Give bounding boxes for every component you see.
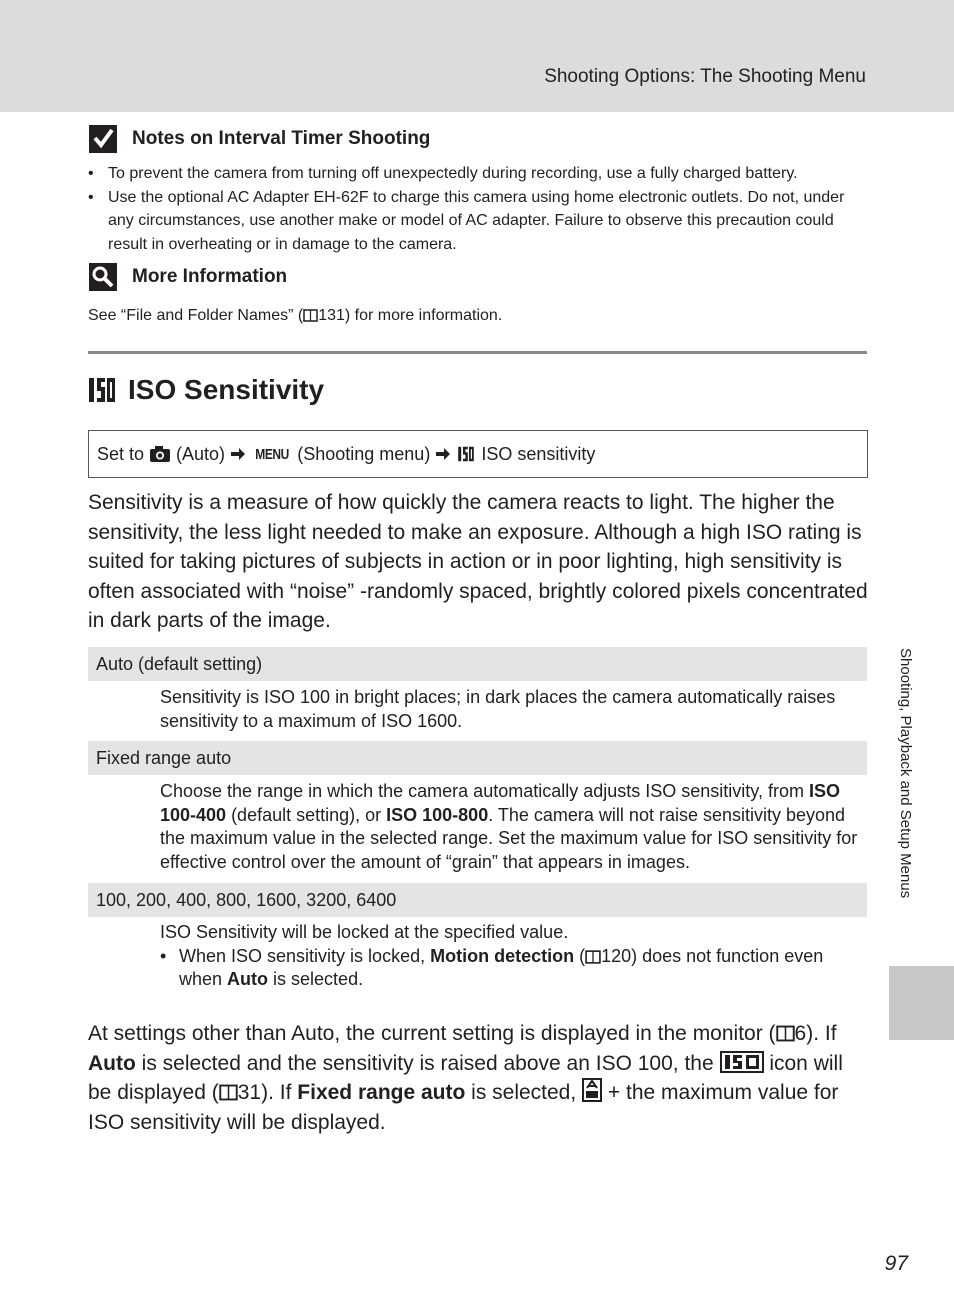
arrow-right-icon bbox=[230, 447, 246, 461]
option-desc-fixed-range bbox=[160, 780, 860, 874]
book-reference-icon bbox=[303, 308, 318, 323]
desc-bold: ISO 100-400 bbox=[160, 781, 840, 825]
path-shooting-menu: (Shooting menu) bbox=[297, 443, 431, 464]
option-label: Auto (default setting) bbox=[96, 653, 263, 674]
closing-text: At settings other than Auto, the current setting is displayed in the monitor ( bbox=[88, 1022, 776, 1045]
option-bullets bbox=[160, 945, 860, 992]
menu-symbol: MENU bbox=[255, 445, 290, 463]
list-item: • Use the optional AC Adapter EH-62F to charge this camera using home electronic outlets. Do not, under any circumstances, use another make or model of AC adapter. Failure to observe this precaution could result in overheating or in damage to the camera. bbox=[88, 186, 868, 257]
desc-text: Choose the range in which the camera automatically adjusts ISO sensitivity, from bbox=[160, 781, 809, 801]
more-info-title: More Information bbox=[132, 266, 288, 287]
path-set-to: Set to bbox=[97, 443, 145, 464]
desc-text: When ISO sensitivity is locked, bbox=[179, 945, 431, 966]
option-label: 100, 200, 400, 800, 1600, 3200, 6400 bbox=[96, 889, 397, 910]
magnifier-info-icon bbox=[88, 262, 118, 292]
desc-text: 120) does not function even when bbox=[179, 945, 824, 989]
page-header-title: Shooting Options: The Shooting Menu bbox=[544, 66, 866, 87]
arrow-right-icon bbox=[435, 447, 451, 461]
closing-text: is selected, bbox=[465, 1081, 583, 1104]
notes-list bbox=[88, 162, 868, 256]
desc-bold: ISO 100-800 bbox=[386, 804, 489, 825]
iso-indicator-icon bbox=[720, 1051, 764, 1073]
more-info-text-after: 131) for more information. bbox=[318, 307, 503, 324]
option-desc-auto: Sensitivity is ISO 100 in bright places; in dark places the camera automatically raises sensitivity to a maximum of ISO 1600. bbox=[160, 687, 836, 731]
more-info-text-before: See “File and Folder Names” ( bbox=[88, 307, 304, 324]
more-info-text bbox=[88, 304, 502, 328]
closing-text: icon will be displayed ( bbox=[88, 1051, 843, 1104]
closing-text: + the maximum value for ISO sensitivity will be displayed. bbox=[88, 1081, 839, 1134]
notes-heading bbox=[88, 124, 430, 154]
option-desc-fixed-values bbox=[160, 921, 860, 992]
iso-icon bbox=[88, 375, 116, 405]
intro-paragraph: Sensitivity is a measure of how quickly the camera reacts to light. The higher the sensitivity, the less light needed to make an exposure. Although a high ISO rating is suited for taking pictures of subjects in action or in poor lighting, high sensitivity is often associated with “noise” -randomly spaced, brightly colored pixels concentrated in dark parts of the image. bbox=[88, 491, 868, 632]
book-reference-icon bbox=[219, 1083, 238, 1102]
desc-bold: Motion detection bbox=[430, 945, 575, 966]
path-iso-label: ISO sensitivity bbox=[481, 443, 596, 464]
list-item: • To prevent the camera from turning off unexpectedly during recording, use a fully charged battery. bbox=[88, 162, 868, 186]
option-label: Fixed range auto bbox=[96, 747, 232, 768]
checkmark-note-icon bbox=[88, 124, 118, 154]
closing-text: is selected and the sensitivity is raised above an ISO 100, the bbox=[135, 1051, 720, 1075]
iso-auto-icon bbox=[582, 1078, 602, 1102]
section-title: ISO Sensitivity bbox=[128, 374, 325, 405]
desc-text: ISO Sensitivity will be locked at the specified value. bbox=[160, 922, 569, 942]
desc-text: . The camera will not raise sensitivity beyond the maximum value in the selected range. Set the maximum value for ISO sensitivity for effective control over the amount of “grain” that appears in images. bbox=[160, 804, 858, 872]
closing-text: 31). If bbox=[237, 1081, 298, 1104]
book-reference-icon bbox=[585, 949, 601, 965]
chapter-tab bbox=[889, 966, 954, 1040]
closing-bold: Auto bbox=[88, 1051, 136, 1075]
option-row-auto bbox=[88, 647, 867, 681]
option-row-fixed-values bbox=[88, 883, 867, 917]
path-auto: (Auto) bbox=[176, 443, 226, 464]
page-number: 97 bbox=[884, 1252, 908, 1275]
closing-paragraph bbox=[88, 1019, 868, 1137]
book-reference-icon bbox=[776, 1024, 795, 1043]
menu-path-box bbox=[88, 430, 868, 478]
desc-text: ( bbox=[574, 945, 586, 966]
desc-bold: Auto bbox=[227, 969, 269, 989]
notes-title: Notes on Interval Timer Shooting bbox=[132, 128, 431, 149]
section-divider bbox=[88, 351, 867, 354]
camera-icon bbox=[149, 445, 171, 463]
desc-text: (default setting), or bbox=[226, 804, 387, 825]
section-heading bbox=[88, 374, 324, 406]
closing-text: 6). If bbox=[794, 1022, 837, 1045]
more-info-heading bbox=[88, 262, 287, 292]
header-band bbox=[0, 0, 954, 112]
list-item bbox=[160, 945, 860, 992]
closing-bold: Fixed range auto bbox=[297, 1081, 466, 1104]
option-row-fixed-range bbox=[88, 741, 867, 775]
side-chapter-label: Shooting, Playback and Setup Menus bbox=[897, 648, 914, 899]
iso-icon bbox=[456, 445, 476, 463]
desc-text: is selected. bbox=[268, 969, 364, 989]
